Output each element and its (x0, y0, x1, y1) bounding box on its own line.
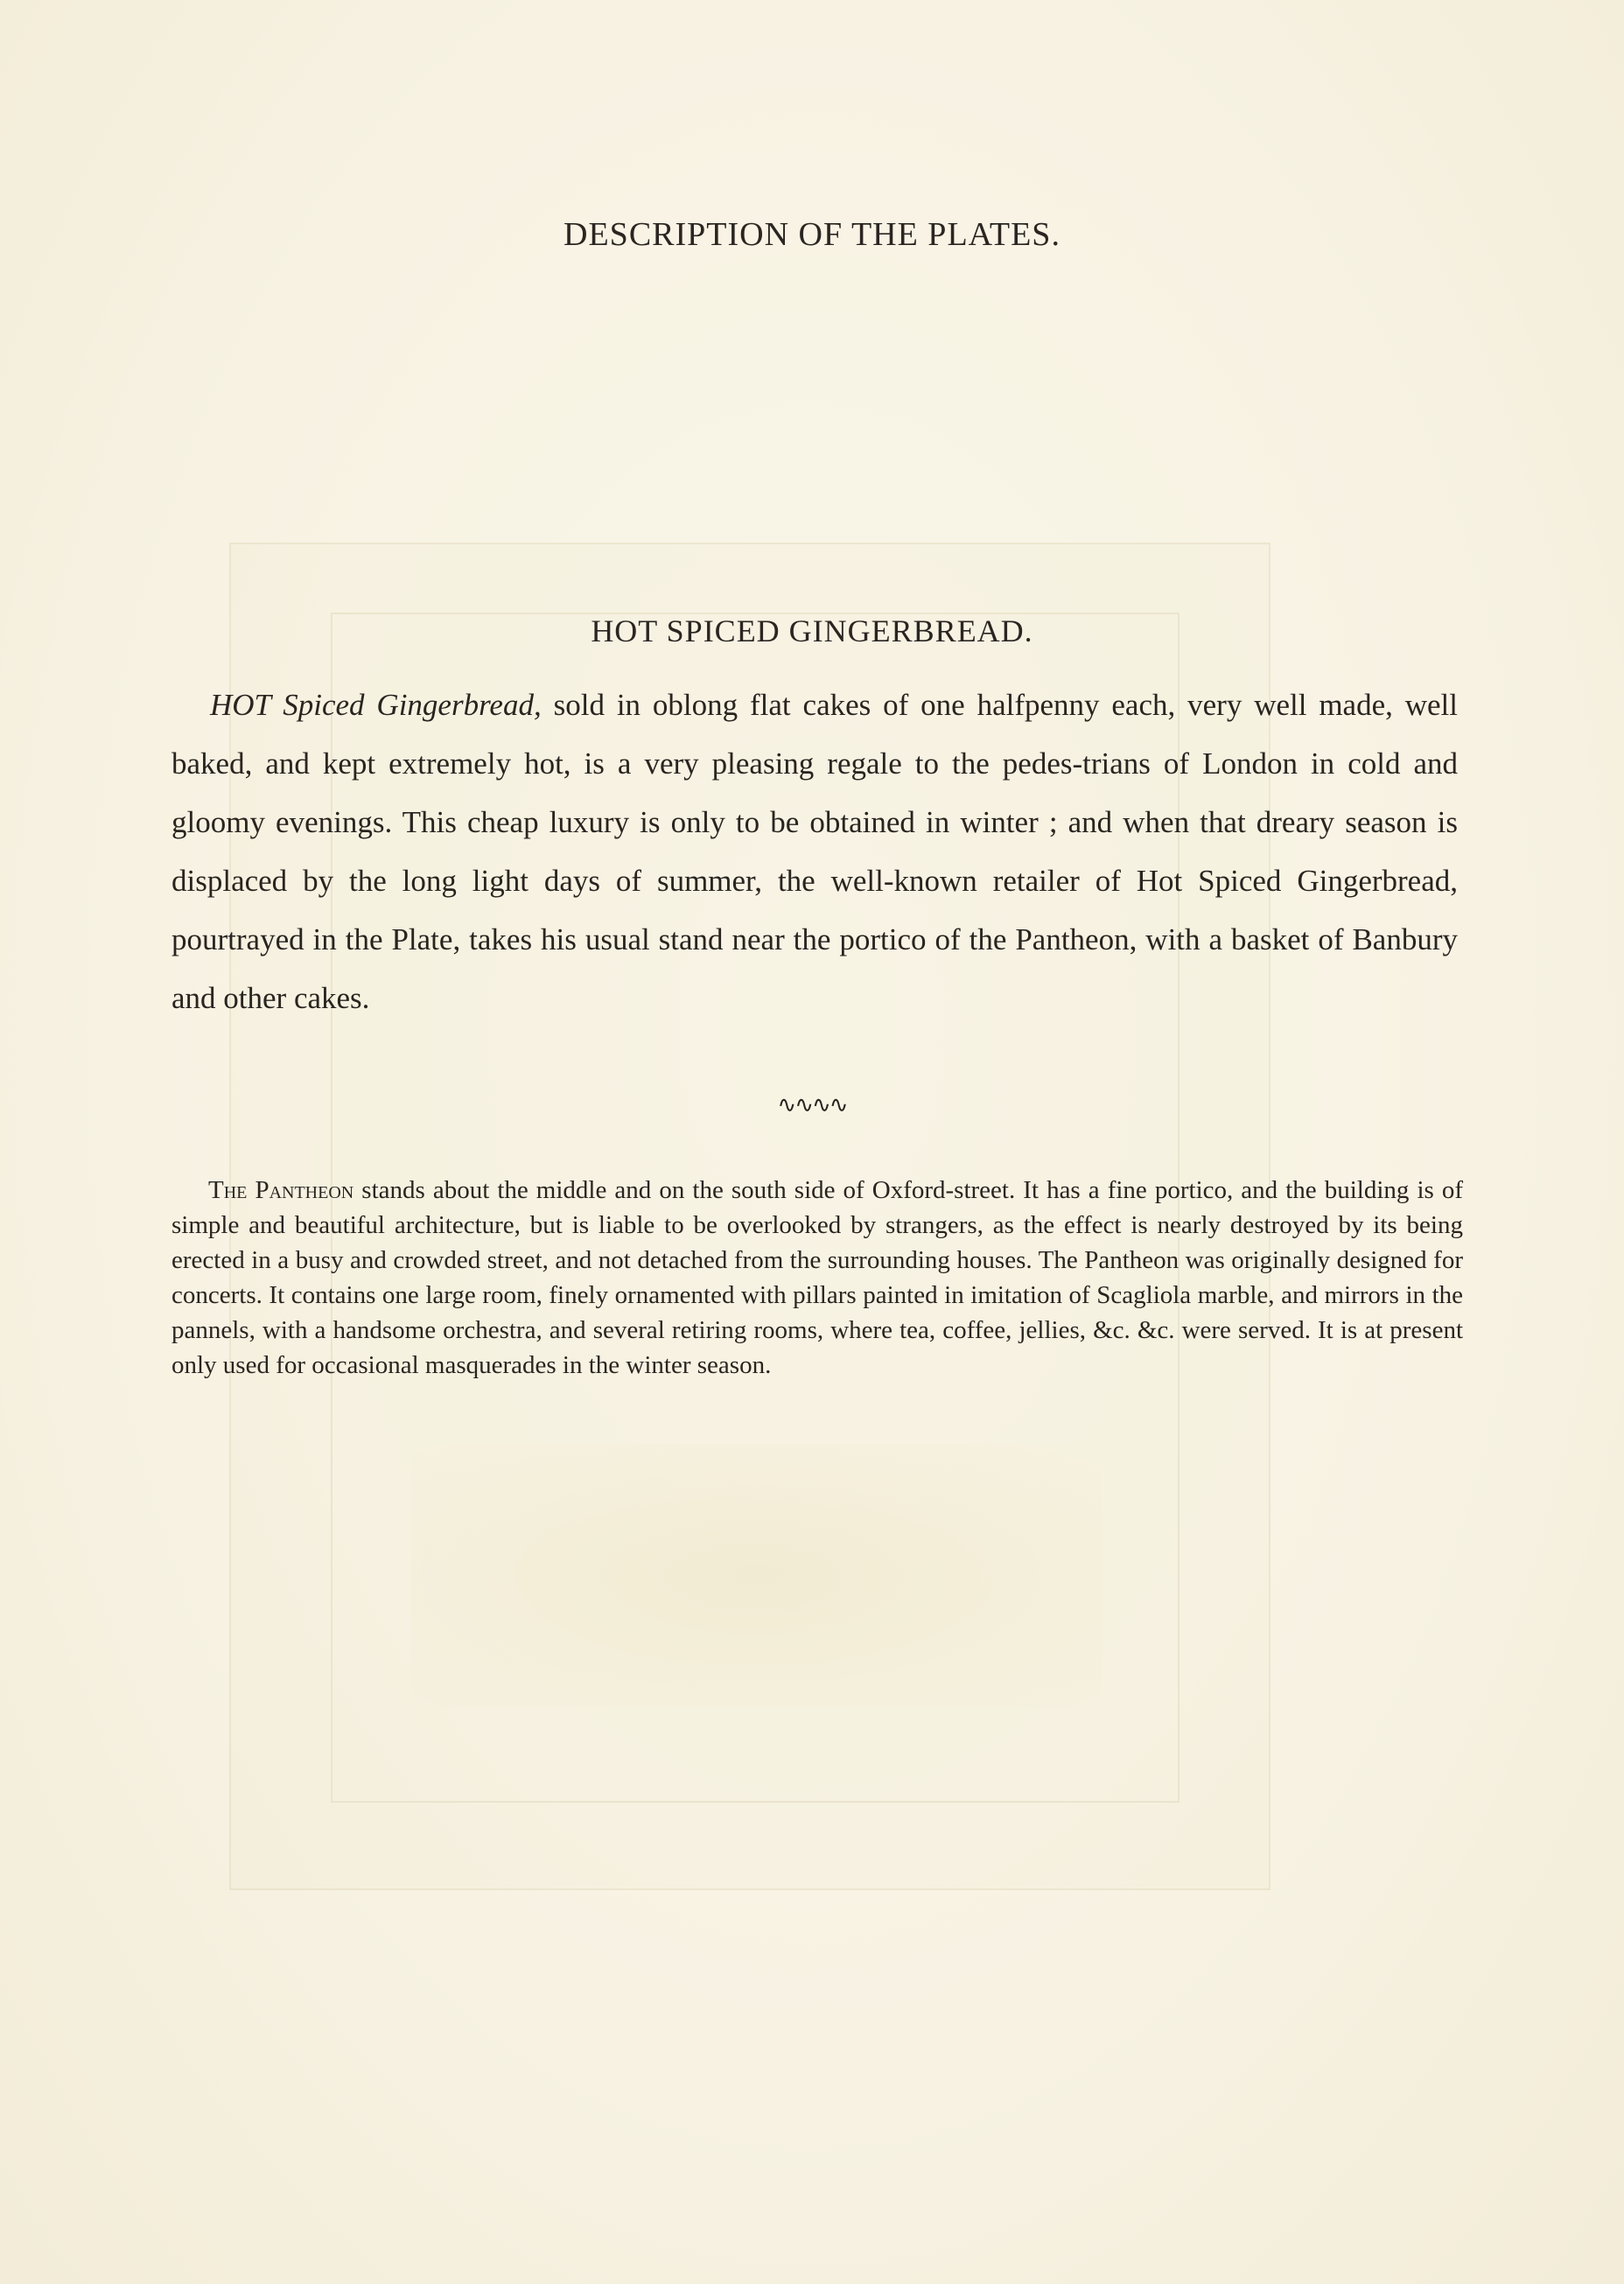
note-paragraph (172, 1173, 1463, 1383)
show-through-image (411, 1444, 1102, 1706)
main-paragraph (172, 676, 1458, 1027)
running-head: DESCRIPTION OF THE PLATES. (564, 216, 1060, 253)
note-paragraph-body: stands about the middle and on the south side of Oxford-street. It has a fine portico, and the building is of simple and beautiful architecture, but is liable to be overlooked by strangers, as the effect is nearly destroyed by its being erected in a busy and crowded street, and not detached from the surrounding houses. The Pantheon was originally designed for concerts. It contains one large room, finely ornamented with pillars painted in imitation of Scagliola marble, and mirrors in the pannels, with a handsome orchestra, and several retiring rooms, where tea, coffee, jellies, &c. &c. were served. It is at present only used for occasional masquerades in the winter season. (172, 1176, 1464, 1379)
section-title: HOT SPICED GINGERBREAD. (591, 613, 1033, 648)
main-paragraph-body: sold in oblong flat cakes of one halfpenny each, very well made, well baked, and kept extremely hot, is a very pleasing regale to the pedes-trians of London in cold and gloomy evenings. This cheap luxury is only to be obtained in winter ; and when that dreary season is displaced by the long light days of summer, the well-known retailer of Hot Spiced Gingerbread, pourtrayed in the Plate, takes his usual stand near the portico of the Pantheon, with a basket of Banbury and other cakes. (172, 688, 1459, 1015)
note-lead-word: The (208, 1176, 248, 1204)
note-lead-name: Pantheon (255, 1176, 354, 1204)
main-paragraph-lead: HOT Spiced Gingerbread, (210, 688, 542, 722)
ornamental-divider: ∿∿∿∿ (777, 1092, 847, 1117)
